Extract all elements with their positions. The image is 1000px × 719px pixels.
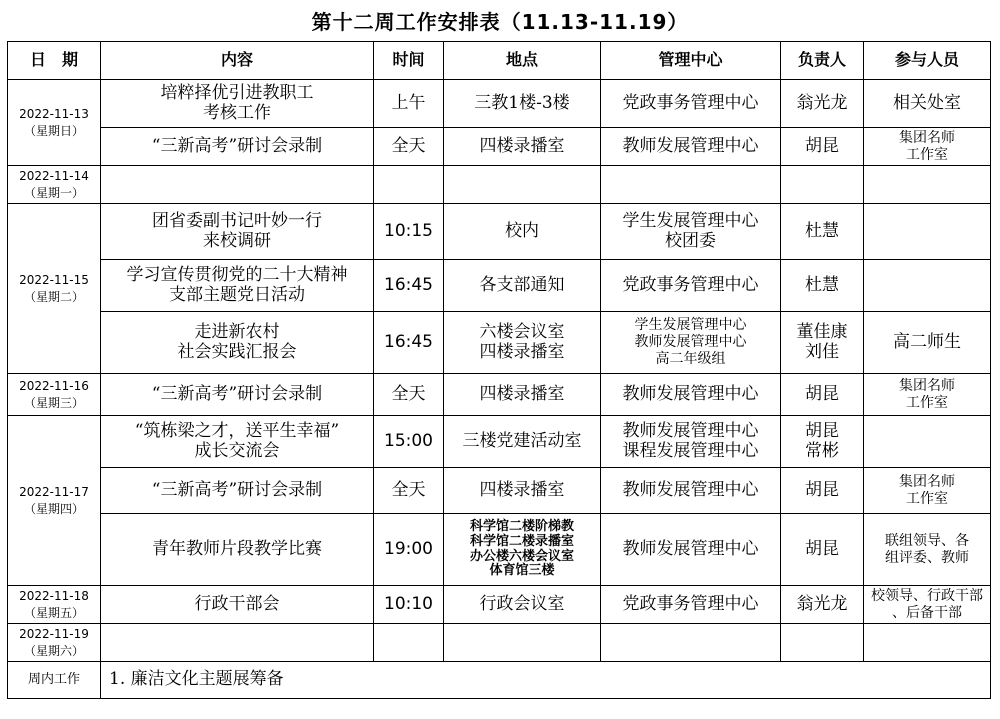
content-cell xyxy=(101,80,374,128)
weekday-text: （星期日） xyxy=(23,123,84,138)
participants-cell xyxy=(864,468,991,514)
table-row xyxy=(8,204,991,260)
date-cell xyxy=(8,166,101,204)
schedule-table xyxy=(7,41,991,699)
center-cell-line: 党政事务管理中心 xyxy=(622,274,759,295)
center-cell xyxy=(601,260,781,312)
owner-cell-line: 胡昆 xyxy=(805,479,839,500)
header-location: 地点 xyxy=(444,42,601,80)
date-cell xyxy=(8,374,101,416)
owner-cell xyxy=(781,166,864,204)
weekday-text: （星期五） xyxy=(23,605,84,620)
time-cell xyxy=(374,624,444,662)
location-cell xyxy=(444,514,601,586)
owner-cell-line: 杜慧 xyxy=(805,220,839,241)
owner-cell xyxy=(781,260,864,312)
center-cell-line: 校团委 xyxy=(665,230,716,251)
location-cell xyxy=(444,468,601,514)
page-title: 第十二周工作安排表（11.13-11.19） xyxy=(311,10,689,34)
content-cell xyxy=(101,312,374,374)
owner-cell-line: 常彬 xyxy=(805,440,839,461)
owner-cell-line: 董佳康 xyxy=(796,321,848,342)
participants-cell xyxy=(864,80,991,128)
header-row xyxy=(8,42,991,80)
owner-cell xyxy=(781,586,864,624)
owner-cell-line: 杜慧 xyxy=(805,274,839,295)
header-center: 管理中心 xyxy=(601,42,781,80)
center-cell xyxy=(601,468,781,514)
owner-cell-line: 翁光龙 xyxy=(796,92,848,113)
participants-cell xyxy=(864,312,991,374)
content-cell-line: “三新高考”研讨会录制 xyxy=(151,479,323,500)
participants-cell xyxy=(864,128,991,166)
owner-cell-line: 胡昆 xyxy=(805,135,839,156)
center-cell xyxy=(601,204,781,260)
table-row xyxy=(8,468,991,514)
location-cell-line: 六楼会议室 xyxy=(479,321,565,342)
center-cell xyxy=(601,312,781,374)
participants-cell-line: 组评委、教师 xyxy=(885,549,969,566)
participants-cell xyxy=(864,260,991,312)
content-cell-line: “三新高考”研讨会录制 xyxy=(151,135,323,156)
weekday-text: （星期一） xyxy=(23,185,84,200)
location-cell xyxy=(444,80,601,128)
participants-cell-line: 工作室 xyxy=(906,146,948,163)
location-cell-line: 科学馆二楼录播室 xyxy=(469,533,574,549)
participants-cell-line: 联组领导、各 xyxy=(885,532,969,549)
content-cell-line: 走进新农村 xyxy=(194,321,280,342)
date-text: 2022-11-19 xyxy=(19,627,89,642)
time-cell: 19:00 xyxy=(374,514,444,586)
table-row xyxy=(8,416,991,468)
date-text: 2022-11-18 xyxy=(19,589,89,604)
time-cell xyxy=(374,166,444,204)
center-cell xyxy=(601,514,781,586)
center-cell-line: 学生发展管理中心 xyxy=(622,210,759,231)
table-row xyxy=(8,128,991,166)
content-cell-line: 考核工作 xyxy=(203,102,271,123)
location-cell-line: 四楼录播室 xyxy=(479,341,565,362)
location-cell-line: 三楼党建活动室 xyxy=(462,430,582,451)
location-cell-line: 办公楼六楼会议室 xyxy=(469,548,574,564)
time-cell: 16:45 xyxy=(374,312,444,374)
owner-cell xyxy=(781,204,864,260)
center-cell-line: 党政事务管理中心 xyxy=(622,593,759,614)
header-date: 日 期 xyxy=(8,42,101,80)
participants-cell xyxy=(864,374,991,416)
location-cell xyxy=(444,416,601,468)
center-cell-line: 教师发展管理中心 xyxy=(622,420,759,441)
owner-cell-line: 刘佳 xyxy=(805,341,839,362)
center-cell xyxy=(601,586,781,624)
center-cell-line: 学生发展管理中心 xyxy=(634,317,747,334)
content-cell xyxy=(101,624,374,662)
center-cell-line: 教师发展管理中心 xyxy=(622,383,759,404)
center-cell-line: 教师发展管理中心 xyxy=(622,479,759,500)
content-cell-line: 社会实践汇报会 xyxy=(177,341,297,362)
location-cell xyxy=(444,260,601,312)
location-cell-line: 四楼录播室 xyxy=(479,383,565,404)
content-cell-line: 行政干部会 xyxy=(194,593,280,614)
location-cell-line: 四楼录播室 xyxy=(479,479,565,500)
footer-text: 1. 廉洁文化主题展筹备 xyxy=(101,662,991,699)
content-cell-line: 学习宣传贯彻党的二十大精神 xyxy=(126,264,348,285)
participants-cell-line: 集团名师 xyxy=(899,473,955,490)
center-cell xyxy=(601,166,781,204)
location-cell xyxy=(444,586,601,624)
participants-cell-line: 、后备干部 xyxy=(892,604,962,621)
location-cell-line: 科学馆二楼阶梯教 xyxy=(469,518,574,534)
owner-cell xyxy=(781,128,864,166)
content-cell xyxy=(101,514,374,586)
date-text: 2022-11-13 xyxy=(19,107,89,122)
date-text: 2022-11-17 xyxy=(19,485,89,500)
center-cell-line: 课程发展管理中心 xyxy=(622,440,759,461)
footer-label: 周内工作 xyxy=(8,662,101,699)
content-cell-line: 来校调研 xyxy=(203,230,271,251)
owner-cell xyxy=(781,468,864,514)
center-cell-line: 教师发展管理中心 xyxy=(622,538,759,559)
content-cell-line: 青年教师片段教学比赛 xyxy=(152,538,322,559)
center-cell-line: 教师发展管理中心 xyxy=(634,334,747,351)
participants-cell-line: 相关处室 xyxy=(893,92,961,113)
content-cell xyxy=(101,416,374,468)
location-cell-line: 行政会议室 xyxy=(479,593,565,614)
time-cell: 10:10 xyxy=(374,586,444,624)
footer-row xyxy=(8,662,991,699)
weekday-text: （星期三） xyxy=(23,395,84,410)
table-row xyxy=(8,260,991,312)
weekday-text: （星期四） xyxy=(23,501,84,516)
owner-cell-line: 胡昆 xyxy=(805,538,839,559)
time-cell: 16:45 xyxy=(374,260,444,312)
participants-cell-line: 集团名师 xyxy=(899,129,955,146)
location-cell xyxy=(444,128,601,166)
weekday-text: （星期二） xyxy=(23,289,84,304)
participants-cell-line: 工作室 xyxy=(906,394,948,411)
content-cell xyxy=(101,468,374,514)
owner-cell-line: 胡昆 xyxy=(805,383,839,404)
date-text: 2022-11-16 xyxy=(19,379,89,394)
table-row xyxy=(8,374,991,416)
location-cell-line: 四楼录播室 xyxy=(479,135,565,156)
center-cell xyxy=(601,80,781,128)
owner-cell xyxy=(781,624,864,662)
content-cell xyxy=(101,260,374,312)
table-row xyxy=(8,80,991,128)
table-row xyxy=(8,586,991,624)
owner-cell-line: 胡昆 xyxy=(805,420,839,441)
participants-cell xyxy=(864,166,991,204)
participants-cell-line: 集团名师 xyxy=(899,377,955,394)
schedule-body xyxy=(8,80,991,662)
table-row xyxy=(8,514,991,586)
content-cell xyxy=(101,128,374,166)
time-cell: 上午 xyxy=(374,80,444,128)
table-row xyxy=(8,624,991,662)
owner-cell-line: 翁光龙 xyxy=(796,593,848,614)
participants-cell-line: 校领导、行政干部 xyxy=(871,587,983,604)
center-cell xyxy=(601,416,781,468)
content-cell-line: 培粹择优引进教职工 xyxy=(160,82,314,103)
content-cell-line: 支部主题党日活动 xyxy=(169,284,305,305)
header-time: 时间 xyxy=(374,42,444,80)
center-cell xyxy=(601,374,781,416)
content-cell xyxy=(101,586,374,624)
center-cell-line: 党政事务管理中心 xyxy=(622,92,759,113)
location-cell xyxy=(444,204,601,260)
participants-cell xyxy=(864,586,991,624)
time-cell: 全天 xyxy=(374,468,444,514)
date-cell xyxy=(8,416,101,586)
owner-cell xyxy=(781,80,864,128)
participants-cell xyxy=(864,624,991,662)
date-cell xyxy=(8,204,101,374)
content-cell-line: 团省委副书记叶妙一行 xyxy=(152,210,322,231)
location-cell xyxy=(444,624,601,662)
location-cell-line: 三教1楼-3楼 xyxy=(474,92,570,113)
header-owner: 负责人 xyxy=(781,42,864,80)
header-participants: 参与人员 xyxy=(864,42,991,80)
date-cell xyxy=(8,80,101,166)
content-cell-line: “三新高考”研讨会录制 xyxy=(151,383,323,404)
owner-cell xyxy=(781,374,864,416)
time-cell: 10:15 xyxy=(374,204,444,260)
location-cell-line: 各支部通知 xyxy=(479,274,565,295)
location-cell xyxy=(444,166,601,204)
location-cell-line: 校内 xyxy=(505,220,539,241)
table-row xyxy=(8,166,991,204)
content-cell-line: 成长交流会 xyxy=(194,440,280,461)
time-cell: 全天 xyxy=(374,374,444,416)
header-content: 内容 xyxy=(101,42,374,80)
time-cell: 15:00 xyxy=(374,416,444,468)
time-cell: 全天 xyxy=(374,128,444,166)
location-cell xyxy=(444,374,601,416)
participants-cell-line: 高二师生 xyxy=(893,331,961,352)
center-cell-line: 教师发展管理中心 xyxy=(622,135,759,156)
content-cell xyxy=(101,374,374,416)
owner-cell xyxy=(781,416,864,468)
owner-cell xyxy=(781,514,864,586)
content-cell xyxy=(101,204,374,260)
owner-cell xyxy=(781,312,864,374)
date-text: 2022-11-15 xyxy=(19,273,89,288)
participants-cell xyxy=(864,204,991,260)
location-cell-line: 体育馆三楼 xyxy=(489,563,555,579)
date-text: 2022-11-14 xyxy=(19,169,89,184)
participants-cell xyxy=(864,514,991,586)
content-cell xyxy=(101,166,374,204)
center-cell-line: 高二年级组 xyxy=(655,350,726,367)
location-cell xyxy=(444,312,601,374)
content-cell-line: “筑栋梁之才，送平生幸福” xyxy=(134,420,340,441)
date-cell xyxy=(8,586,101,624)
date-cell xyxy=(8,624,101,662)
center-cell xyxy=(601,624,781,662)
participants-cell-line: 工作室 xyxy=(906,490,948,507)
table-row xyxy=(8,312,991,374)
participants-cell xyxy=(864,416,991,468)
center-cell xyxy=(601,128,781,166)
weekday-text: （星期六） xyxy=(23,643,84,658)
